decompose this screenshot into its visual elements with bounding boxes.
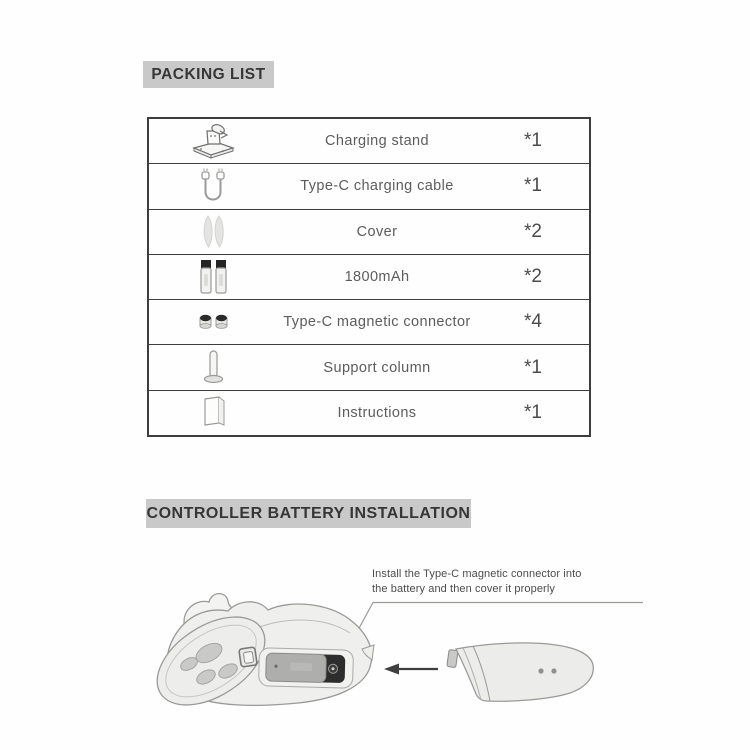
item-qty: *1: [524, 356, 542, 378]
item-name: Charging stand: [325, 133, 429, 150]
item-name: 1800mAh: [344, 268, 410, 285]
insert-arrow: [384, 664, 438, 675]
item-qty: *1: [524, 130, 542, 152]
item-name: Type-C charging cable: [300, 178, 454, 195]
battery-icon: [191, 256, 235, 298]
magnetic-connector-icon: [191, 306, 235, 338]
battery-in-bay: [266, 653, 346, 683]
item-qty: *1: [524, 175, 542, 197]
instructions-icon: [193, 392, 233, 434]
charging-stand-icon: [187, 121, 239, 161]
item-qty: *4: [524, 311, 542, 333]
table-row: [149, 254, 589, 299]
note-line-2: the battery and then cover it properly: [372, 582, 555, 595]
table-row: [149, 209, 589, 254]
installation-title: CONTROLLER BATTERY INSTALLATION: [146, 499, 471, 528]
table-row: [149, 163, 589, 208]
battery-cover-drawing: [447, 643, 594, 701]
item-name: Type-C magnetic connector: [283, 314, 471, 331]
table-row: [149, 390, 589, 435]
table-row: [149, 344, 589, 389]
item-name: Instructions: [337, 404, 417, 421]
support-column-icon: [193, 347, 233, 389]
packing-list-title: PACKING LIST: [143, 61, 274, 88]
item-qty: *1: [524, 401, 542, 423]
item-name: Cover: [356, 223, 398, 240]
item-qty: *2: [524, 265, 542, 287]
table-row: [149, 119, 589, 163]
controller-drawing: [142, 594, 374, 723]
controller-illustration: [0, 540, 750, 750]
note-line-1: Install the Type-C magnetic connector into: [372, 568, 582, 580]
packing-list-table: [147, 117, 591, 437]
type-c-cable-icon: [191, 166, 235, 206]
table-row: [149, 299, 589, 344]
cover-icon: [193, 212, 233, 252]
item-qty: *2: [524, 220, 542, 242]
item-name: Support column: [323, 359, 431, 376]
